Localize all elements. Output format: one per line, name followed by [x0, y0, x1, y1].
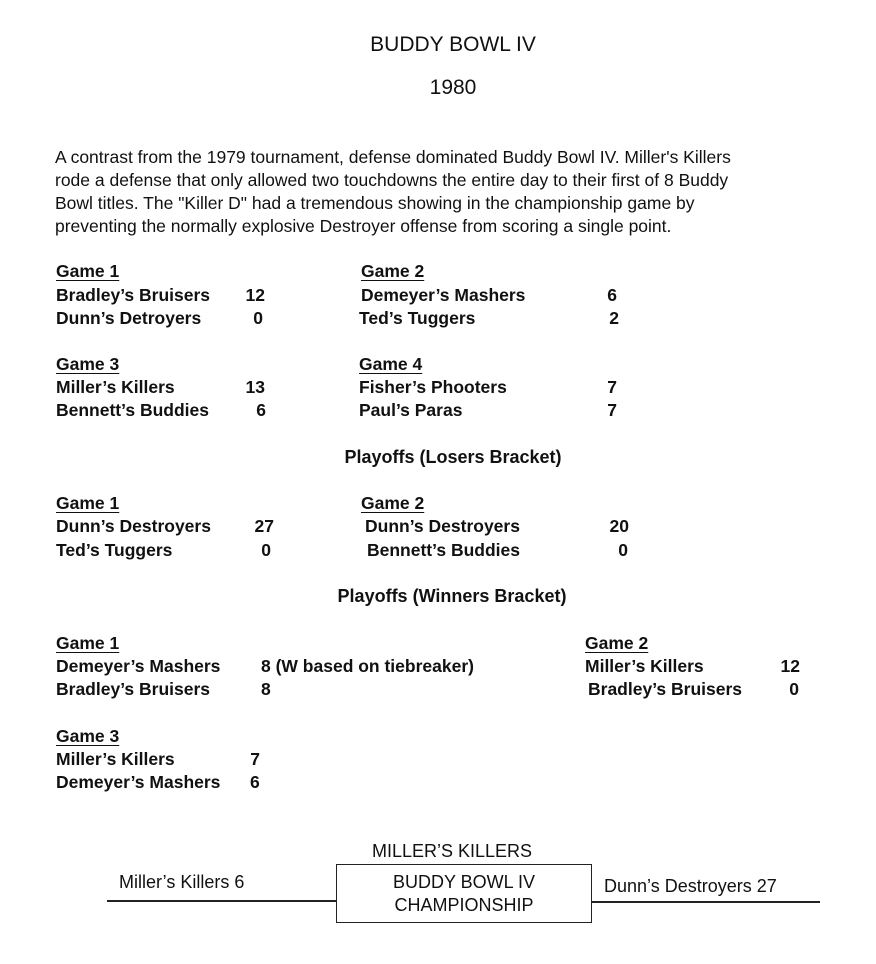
right-bracket-line — [592, 901, 820, 903]
game-label: Game 3 — [56, 354, 120, 374]
team-name: Miller’s Killers — [56, 749, 175, 769]
team-score: 6 — [607, 285, 617, 305]
left-team-score: Miller’s Killers 6 — [119, 872, 245, 892]
team-score: 27 — [254, 516, 274, 536]
team-score: 12 — [245, 285, 265, 305]
team-name: Dunn’s Destroyers — [56, 516, 211, 536]
left-bracket-line — [107, 900, 336, 902]
team-score: 0 — [618, 540, 628, 560]
team-score: 0 — [789, 679, 799, 699]
game-label: Game 3 — [56, 726, 120, 746]
team-name: Bennett’s Buddies — [367, 540, 520, 560]
team-name: Bennett’s Buddies — [56, 400, 209, 420]
intro-paragraph — [55, 146, 845, 238]
team-score: 13 — [245, 377, 265, 397]
team-name: Bradley’s Bruisers — [588, 679, 743, 699]
team-score: 6 — [256, 400, 266, 420]
game-label: Game 1 — [56, 261, 120, 281]
game-label: Game 2 — [361, 261, 425, 281]
losers-bracket-title: Playoffs (Losers Bracket) — [344, 447, 562, 467]
team-name: Dunn’s Destroyers — [365, 516, 520, 536]
team-score: 7 — [607, 377, 617, 397]
game-label: Game 1 — [56, 633, 120, 653]
game-label: Game 2 — [585, 633, 649, 653]
team-score: 6 — [250, 772, 260, 792]
championship-box-line: BUDDY BOWL IV — [392, 872, 536, 892]
team-name: Dunn’s Detroyers — [56, 308, 202, 328]
intro-line: preventing the normally explosive Destroyer offense from scoring a single point. — [55, 216, 672, 236]
team-name: Demeyer’s Mashers — [56, 656, 221, 676]
team-name: Ted’s Tuggers — [359, 308, 476, 328]
team-score: 8 — [261, 679, 271, 699]
winners-bracket-title: Playoffs (Winners Bracket) — [337, 586, 567, 606]
game-label: Game 4 — [359, 354, 423, 374]
right-team-score: Dunn’s Destroyers 27 — [604, 876, 777, 896]
championship-box-line: CHAMPIONSHIP — [394, 895, 534, 915]
team-name: Demeyer’s Mashers — [361, 285, 526, 305]
game-label: Game 1 — [56, 493, 120, 513]
team-score: 7 — [250, 749, 260, 769]
team-name: Fisher’s Phooters — [359, 377, 507, 397]
team-name: Ted’s Tuggers — [56, 540, 173, 560]
team-name: Bradley’s Bruisers — [56, 679, 211, 699]
team-score: 7 — [607, 400, 617, 420]
page-title: BUDDY BOWL IV — [370, 33, 536, 56]
team-score: 0 — [253, 308, 263, 328]
intro-line: Bowl titles. The "Killer D" had a tremendous showing in the championship game by — [55, 193, 695, 213]
team-name: Paul’s Paras — [359, 400, 463, 420]
team-name: Miller’s Killers — [585, 656, 704, 676]
team-score: 0 — [261, 540, 271, 560]
team-name: Miller’s Killers — [56, 377, 175, 397]
championship-box-text — [336, 871, 592, 917]
page-year: 1980 — [429, 76, 477, 99]
champion-name: MILLER’S KILLERS — [371, 841, 533, 861]
intro-line: A contrast from the 1979 tournament, defense dominated Buddy Bowl IV. Miller's Killers — [55, 147, 731, 167]
team-name: Bradley’s Bruisers — [56, 285, 211, 305]
team-score: 20 — [609, 516, 629, 536]
team-score: 8 (W based on tiebreaker) — [261, 656, 474, 676]
intro-line: rode a defense that only allowed two touchdowns the entire day to their first of 8 Buddy — [55, 170, 729, 190]
team-score: 12 — [780, 656, 800, 676]
team-name: Demeyer’s Mashers — [56, 772, 221, 792]
game-label: Game 2 — [361, 493, 425, 513]
team-score: 2 — [609, 308, 619, 328]
